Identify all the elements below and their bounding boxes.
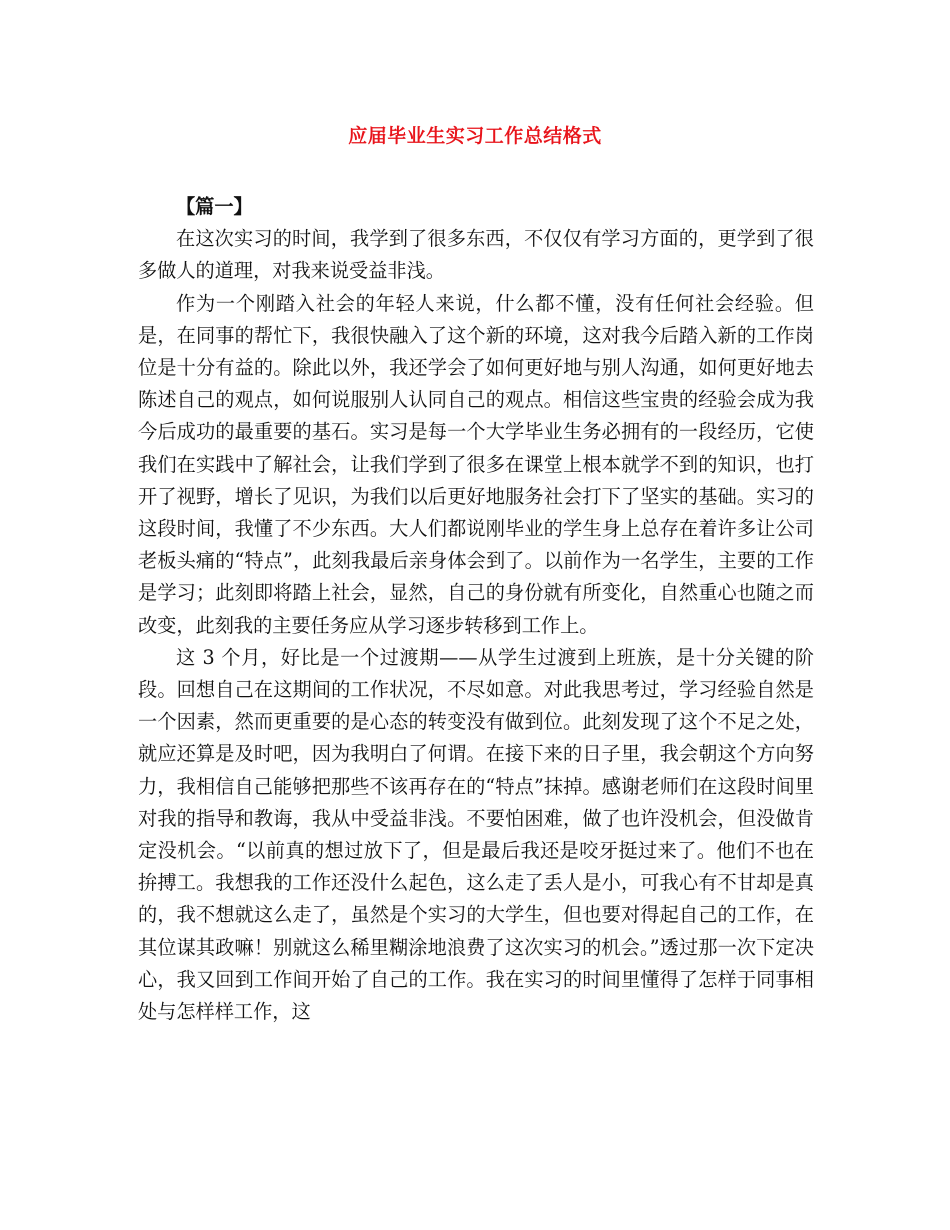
document-title: 应届毕业生实习工作总结格式 <box>348 125 602 147</box>
section-heading: 【篇一】 <box>176 195 253 218</box>
paragraph-3: 这 3 个月，好比是一个过渡期——从学生过渡到上班族，是十分关键的阶段。回想自己在这期间的工作状况，不尽如意。对此我思考过，学习经验自然是一个因素，然而更重要的是心态的转变没有做到位。此刻发现了这个不足之处，就应还算是及时吧，因为我明白了何谓。在接下来的日子里，我会朝这个方向努力，我相信自己能够把那些不该再存在的“特点”抹掉。感谢老师们在这段时间里对我的指导和教诲，我从中受益非浅。不要怕困难，做了也许没机会，但没做肯定没机会。“以前真的想过放下了，但是最后我还是咬牙挺过来了。他们不也在拚搏工。我想我的工作还没什么起色，这么走了丢人是小，可我心有不甘却是真的，我不想就这么走了，虽然是个实习的大学生，但也要对得起自己的工作，在其位谋其政嘛！别就这么稀里糊涂地浪费了这次实习的机会。”透过那一次下定决心，我又回到工作间开始了自己的工作。我在实习的时间里懂得了怎样于同事相处与怎样样工作，这 <box>138 645 814 1024</box>
paragraph-1: 在这次实习的时间，我学到了很多东西，不仅仅有学习方面的，更学到了很多做人的道理，对我来说受益非浅。 <box>138 227 814 283</box>
document-body <box>138 191 814 1028</box>
paragraph-2: 作为一个刚踏入社会的年轻人来说，什么都不懂，没有任何社会经验。但是，在同事的帮忙下，我很快融入了这个新的环境，这对我今后踏入新的工作岗位是十分有益的。除此以外，我还学会了如何更好地与别人沟通，如何更好地去陈述自己的观点，如何说服别人认同自己的观点。相信这些宝贵的经验会成为我今后成功的最重要的基石。实习是每一个大学毕业生务必拥有的一段经历，它使我们在实践中了解社会，让我们学到了很多在课堂上根本就学不到的知识，也打开了视野，增长了见识，为我们以后更好地服务社会打下了坚实的基础。实习的这段时间，我懂了不少东西。大人们都说刚毕业的学生身上总存在着许多让公司老板头痛的“特点”，此刻我最后亲身体会到了。以前作为一名学生，主要的工作是学习；此刻即将踏上社会，显然，自己的身份就有所变化，自然重心也随之而改变，此刻我的主要任务应从学习逐步转移到工作上。 <box>138 291 814 637</box>
